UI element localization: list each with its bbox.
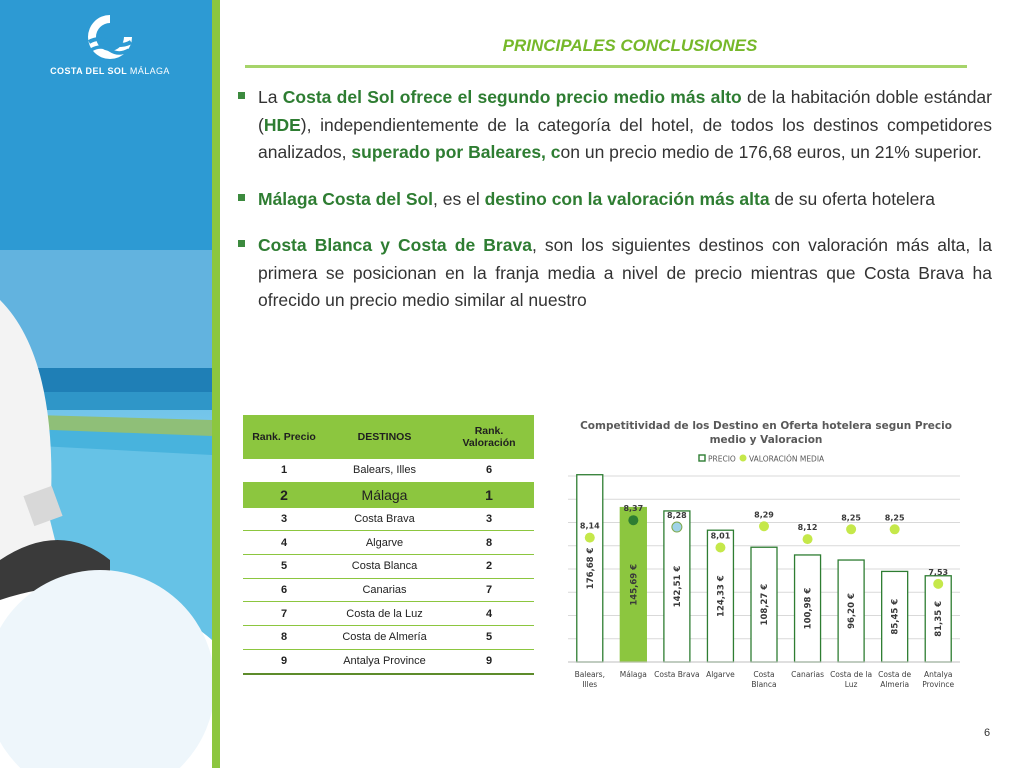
body-text: ), independientemente de la categoría del hotel, de todos los destinos competidores analizados, (258, 114, 992, 162)
rank-price-cell: 9 (243, 649, 325, 673)
price-data-label: 142,51 € (672, 565, 683, 608)
photo-panel (0, 0, 212, 768)
x-tick-label: Málaga (619, 670, 647, 679)
legend-precio-swatch (699, 455, 705, 461)
conclusions-list (238, 84, 992, 334)
price-data-label: 108,27 € (760, 583, 770, 626)
rating-data-label: 8,01 (710, 531, 731, 541)
conclusion-bullet (238, 232, 992, 315)
table-row (243, 649, 534, 673)
price-data-label: 85,45 € (890, 598, 901, 635)
price-data-label: 96,20 € (847, 593, 858, 629)
x-tick-label: Antalya (923, 670, 953, 679)
conclusion-bullet (238, 84, 992, 167)
conclusion-bullet (238, 186, 992, 214)
rank-price-cell: 8 (243, 626, 325, 650)
rank-rating-cell: 2 (444, 555, 534, 579)
rating-dot (628, 515, 638, 525)
highlighted-text: Málaga Costa del Sol (258, 188, 434, 209)
rank-price-cell: 2 (243, 482, 325, 507)
title-underline (245, 65, 967, 68)
table-row (243, 626, 534, 650)
x-tick-label: Blanca (751, 680, 777, 689)
body-text: , son los siguientes destinos con valoración más alta, la primera se posicionan en la franja media a nivel de precio mientras que Costa Brava ha ofrecido un precio medio similar al nuestro (258, 235, 992, 310)
rank-rating-cell: 1 (444, 482, 534, 507)
rank-rating-cell: 3 (444, 507, 534, 531)
rank-price-cell: 4 (243, 531, 325, 555)
body-text: de la habitación doble estándar ( (258, 87, 992, 135)
rank-price-cell: 6 (243, 578, 325, 602)
rating-dot (846, 524, 856, 534)
destination-cell: Málaga (325, 482, 444, 507)
highlighted-text: superado por Baleares, c (351, 142, 561, 162)
competitiveness-chart (562, 410, 972, 710)
x-tick-label: Algarve (706, 670, 735, 679)
body-text: on un precio medio de 176,68 euros, un 21% superior. (560, 142, 982, 162)
x-tick-label: Costa de la (830, 670, 873, 679)
header-rank-rating: Rank. Valoración (444, 415, 534, 459)
rating-data-label: 7,53 (928, 567, 949, 577)
page-number: 6 (984, 727, 991, 739)
rating-dot (715, 542, 725, 552)
body-text: , es el (433, 188, 485, 209)
rating-data-label: 8,25 (884, 513, 905, 523)
table-row (243, 459, 534, 482)
x-tick-label: Luz (844, 680, 858, 689)
beach-pool-photo (0, 0, 212, 768)
destination-cell: Costa de la Luz (325, 602, 444, 626)
table-row (243, 507, 534, 531)
rank-rating-cell: 9 (444, 649, 534, 673)
body-text: de su oferta hotelera (769, 188, 935, 209)
highlighted-text: Costa del Sol ofrece el segundo precio medio más alto (282, 87, 742, 107)
rank-price-cell: 1 (243, 459, 325, 482)
ranking-table (243, 415, 534, 675)
rating-data-label: 8,37 (623, 504, 644, 514)
rating-dot (803, 534, 813, 544)
price-data-label: 145,69 € (629, 563, 640, 606)
rank-price-cell: 7 (243, 602, 325, 626)
highlighted-text: destino con la valoración más alta (484, 188, 770, 209)
table-header-row (243, 415, 534, 459)
x-tick-label: Costa de (878, 670, 912, 679)
rating-dot (672, 522, 682, 532)
table-row (243, 531, 534, 555)
chart-title-line-1: Competitividad de los Destino en Oferta hotelera segun Precio (580, 420, 952, 432)
rating-data-label: 8,14 (579, 521, 600, 531)
destination-cell: Canarias (325, 578, 444, 602)
destination-cell: Antalya Province (325, 649, 444, 673)
rating-dot (759, 521, 769, 531)
page-title: PRINCIPALES CONCLUSIONES (502, 36, 758, 55)
x-tick-label: Costa (753, 670, 775, 679)
chart-svg (562, 410, 972, 710)
destination-cell: Costa de Almería (325, 626, 444, 650)
rank-rating-cell: 6 (444, 459, 534, 482)
rank-rating-cell: 8 (444, 531, 534, 555)
rank-rating-cell: 4 (444, 602, 534, 626)
logo-text-bold: COSTA DEL SOL (50, 66, 128, 76)
rating-data-label: 8,25 (841, 513, 861, 523)
wave-sun-logo-icon (83, 12, 137, 62)
header-rank-price: Rank. Precio (243, 415, 325, 459)
table-row (243, 578, 534, 602)
rating-data-label: 8,28 (667, 511, 687, 521)
rating-dot (890, 524, 900, 534)
table-row (243, 555, 534, 579)
price-data-label: 176,68 € (585, 547, 596, 590)
destination-cell: Costa Brava (325, 507, 444, 531)
rank-price-cell: 3 (243, 507, 325, 531)
table-body (243, 459, 534, 674)
x-tick-label: Balears, (574, 670, 605, 679)
header-destinations: DESTINOS (325, 415, 444, 459)
rank-price-cell: 5 (243, 555, 325, 579)
legend-valoracion-label: VALORACIÓN MEDIA (749, 454, 825, 464)
price-data-label: 81,35 € (934, 601, 945, 637)
legend-valoracion-swatch (740, 455, 747, 462)
destination-cell: Balears, Illes (325, 459, 444, 482)
table-row (243, 602, 534, 626)
green-divider-bar (212, 0, 220, 768)
legend-precio-label: PRECIO (708, 454, 736, 464)
price-data-label: 124,33 € (716, 575, 727, 617)
rating-dot (933, 579, 943, 589)
x-tick-label: Province (922, 680, 955, 689)
x-tick-label: Almeria (880, 680, 910, 689)
destination-cell: Algarve (325, 531, 444, 555)
logo-text-thin: MÁLAGA (129, 66, 170, 76)
x-tick-label: Canarias (791, 670, 824, 679)
rating-dot (585, 533, 595, 543)
rating-data-label: 8,12 (797, 523, 818, 533)
x-tick-label: Costa Brava (654, 670, 700, 679)
costa-del-sol-logo (40, 12, 180, 76)
price-data-label: 100,98 € (803, 587, 814, 630)
x-tick-label: Illes (582, 680, 598, 689)
chart-title-line-2: medio y Valoracion (709, 434, 823, 446)
highlighted-text: HDE (263, 114, 301, 135)
highlighted-text: Costa Blanca y Costa de Brava (258, 235, 532, 255)
rank-rating-cell: 7 (444, 578, 534, 602)
table-row (243, 482, 534, 507)
rating-data-label: 8,29 (754, 510, 774, 520)
destination-cell: Costa Blanca (325, 555, 444, 579)
rank-rating-cell: 5 (444, 626, 534, 650)
body-text: La (258, 87, 283, 107)
